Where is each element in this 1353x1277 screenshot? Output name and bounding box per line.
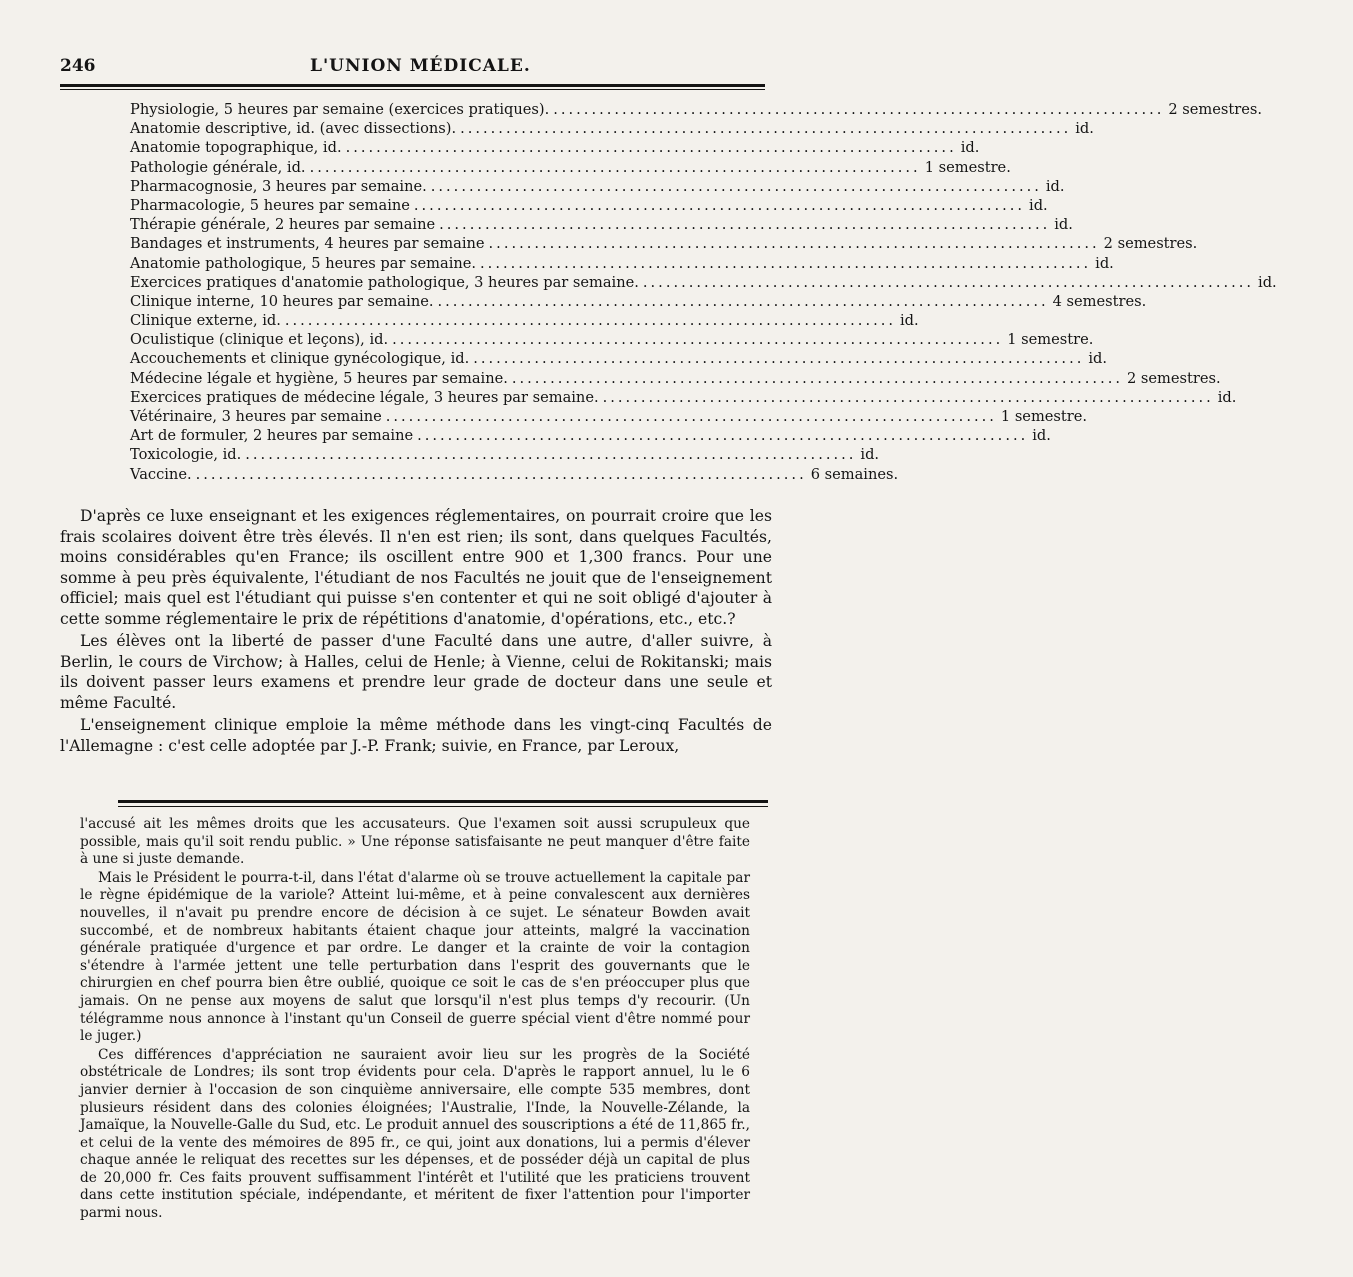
course-subject: Toxicologie, id. (130, 446, 242, 464)
dot-leader: ................................................................................ (488, 235, 1100, 253)
course-duration: 4 semestres. (1052, 292, 1147, 310)
dot-leader: ................................................................................ (642, 273, 1255, 291)
course-row (130, 349, 1108, 368)
course-subject: Pharmacologie, 5 heures par semaine (130, 196, 410, 214)
course-duration: id. (900, 312, 919, 330)
course-duration: id. (1032, 427, 1051, 445)
course-duration: id. (1029, 196, 1048, 214)
course-duration: 2 semestres. (1103, 235, 1198, 253)
course-row (130, 369, 1221, 388)
dot-leader: ................................................................................ (309, 158, 921, 176)
course-subject: Exercices pratiques de médecine légale, 3 heures par semaine. (130, 388, 599, 406)
course-row (130, 445, 880, 464)
course-duration: 1 semestre. (924, 158, 1011, 176)
course-subject: Clinique interne, 10 heures par semaine. (130, 292, 434, 310)
course-row (130, 158, 1011, 177)
feuilleton-separator-thin (118, 806, 768, 807)
course-subject: Anatomie topographique, id. (130, 139, 342, 157)
course-subject: Clinique externe, id. (130, 312, 281, 330)
course-row (130, 215, 1073, 234)
feuilleton-text (80, 816, 750, 1224)
course-row (130, 388, 1237, 407)
dot-leader: ................................................................................ (385, 408, 997, 425)
course-subject: Oculistique (clinique et leçons), id. (130, 331, 389, 349)
page-number: 246 (60, 56, 96, 76)
main-article-text (60, 506, 772, 758)
dot-leader: ................................................................................ (439, 216, 1051, 234)
dot-leader: ................................................................................ (437, 292, 1049, 310)
course-duration: id. (1045, 177, 1065, 195)
course-duration: 2 semestres. (1168, 101, 1262, 118)
course-row (130, 196, 1048, 215)
course-subject: Exercices pratiques d'anatomie pathologique, 3 heures par semaine. (130, 273, 639, 291)
course-duration: id. (1088, 350, 1108, 368)
dot-leader: ................................................................................ (195, 465, 807, 483)
course-subject: Médecine légale et hygiène, 5 heures par semaine. (130, 369, 508, 387)
dot-leader: ................................................................................ (511, 369, 1123, 387)
dot-leader: ................................................................................ (460, 120, 1072, 138)
course-subject: Anatomie descriptive, id. (avec dissections). (130, 120, 457, 138)
header-rule (60, 84, 765, 87)
course-subject: Pharmacognosie, 3 heures par semaine. (130, 177, 427, 195)
course-row (130, 234, 1198, 253)
course-row (130, 465, 899, 484)
course-subject: Vaccine. (130, 465, 192, 483)
paragraph: D'après ce luxe enseignant et les exigences réglementaires, on pourrait croire que les frais scolaires doivent être très élevés. Il n'en est rien; ils sont, dans quelques Facultés, moins considérables qu'en France; ils oscillent entre 900 et 1,300 francs. Pour une somme à peu près équivalente, l'étudiant de nos Facultés ne jouit que de l'enseignement officiel; mais quel est l'étudiant qui puisse s'en contenter et qui ne soit obligé d'ajouter à cette somme réglementaire le prix de répétitions d'anatomie, d'opérations, etc., etc.? (60, 507, 772, 628)
course-subject: Art de formuler, 2 heures par semaine (130, 427, 414, 445)
course-row (130, 119, 1094, 138)
dot-leader: ................................................................................ (284, 312, 897, 330)
course-duration: id. (1054, 216, 1073, 234)
course-row (130, 292, 1147, 311)
dot-leader: ................................................................................ (602, 388, 1214, 406)
course-subject: Pathologie générale, id. (130, 158, 306, 176)
course-row (130, 254, 1114, 273)
course-row (130, 407, 1088, 426)
course-subject: Physiologie, 5 heures par semaine (exercices pratiques). (130, 101, 550, 118)
dot-leader: ................................................................................ (413, 196, 1026, 214)
course-duration: id. (1217, 388, 1237, 406)
course-duration: 6 semaines. (810, 465, 899, 483)
page-header (60, 52, 760, 82)
paragraph: Mais le Président le pourra-t-il, dans l'état d'alarme où se trouve actuellement la capitale par le règne épidémique de la variole? Atteint lui-même, et à peine convalescent aux dernières nouvelles, il n'avait pu prendre encore de décision à ce sujet. Le sénateur Bowden avait succombé, et de nombreux habitants étaient chaque jour atteints, malgré la vaccination générale pratiquée d'urgence et par ordre. Le danger et la crainte de voir la contagion s'étendre à l'armée jettent une telle perturbation dans l'esprit des gouvernants que le chirurgien en chef pourra bien être oublié, quoique ce soit le cas de s'en préoccuper plus que jamais. On ne pense aux moyens de salut que lorsqu'il n'est plus temps d'y recourir. (Un télégramme nous annonce à l'instant qu'un Conseil de guerre spécial vient d'être nommé pour le juger.) (80, 869, 750, 1045)
course-row (130, 311, 919, 330)
course-row (130, 138, 980, 157)
course-row (130, 330, 1094, 349)
paragraph: L'enseignement clinique emploie la même méthode dans les vingt-cinq Facultés de l'Allemagne : c'est celle adoptée par J.-P. Frank; suivie, en France, par Leroux, (60, 716, 772, 755)
course-duration: 1 semestre. (1000, 408, 1088, 425)
course-duration: 2 semestres. (1127, 369, 1221, 387)
dot-leader: ................................................................................ (553, 101, 1165, 118)
paragraph: l'accusé ait les mêmes droits que les accusateurs. Que l'examen soit aussi scrupuleux que possible, mais qu'il soit rendu public. » Une réponse satisfaisante ne peut manquer d'être faite à une si juste demande. (80, 816, 750, 868)
dot-leader: ................................................................................ (392, 331, 1004, 349)
dot-leader: ................................................................................ (473, 350, 1085, 368)
dot-leader: ................................................................................ (345, 139, 957, 157)
paragraph: Les élèves ont la liberté de passer d'une Faculté dans une autre, d'aller suivre, à Berlin, le cours de Virchow; à Halles, celui de Henle; à Vienne, celui de Rokitanski; mais ils doivent passer leurs examens et prendre leur grade de docteur dans une seule et même Faculté. (60, 632, 772, 712)
course-subject: Accouchements et clinique gynécologique, id. (130, 350, 470, 368)
course-duration: id. (960, 139, 980, 157)
course-duration: id. (1258, 273, 1277, 291)
dot-leader: ................................................................................ (245, 446, 857, 464)
course-duration: id. (1075, 120, 1094, 138)
course-row (130, 177, 1065, 196)
course-row (130, 273, 1277, 292)
course-row (130, 100, 1262, 119)
course-duration: id. (1095, 254, 1114, 272)
dot-leader: ................................................................................ (417, 427, 1029, 445)
course-subject: Vétérinaire, 3 heures par semaine (130, 408, 382, 425)
course-list (130, 100, 1277, 484)
course-duration: 1 semestre. (1007, 331, 1094, 349)
course-subject: Bandages et instruments, 4 heures par semaine (130, 235, 485, 253)
course-row (130, 426, 1051, 445)
dot-leader: ................................................................................ (480, 254, 1092, 272)
paragraph: Ces différences d'appréciation ne sauraient avoir lieu sur les progrès de la Société obstétricale de Londres; ils sont trop évidents pour cela. D'après le rapport annuel, lu le 6 janvier dernier à l'occasion de son cinquième anniversaire, elle compte 535 membres, dont plusieurs résident dans des colonies éloignées; l'Australie, l'Inde, la Nouvelle-Zélande, la Jamaïque, la Nouvelle-Galle du Sud, etc. Le produit annuel des souscriptions a été de 11,865 fr., et celui de la vente des mémoires de 895 fr., ce qui, joint aux donations, lui a permis d'élever chaque année le reliquat des recettes sur les dépenses, et de posséder déjà un capital de plus de 20,000 fr. Ces faits prouvent suffisamment l'intérêt et l'utilité que les praticiens trouvent dans cette institution spéciale, indépendante, et méritent de fixer l'attention pour l'importer parmi nous. (80, 1046, 750, 1222)
course-duration: id. (860, 446, 880, 464)
course-subject: Anatomie pathologique, 5 heures par semaine. (130, 254, 477, 272)
feuilleton-separator (118, 800, 768, 803)
header-rule-thin (60, 89, 765, 90)
dot-leader: ................................................................................ (430, 177, 1042, 195)
journal-title: L'UNION MÉDICALE. (310, 56, 531, 76)
course-subject: Thérapie générale, 2 heures par semaine (130, 216, 436, 234)
